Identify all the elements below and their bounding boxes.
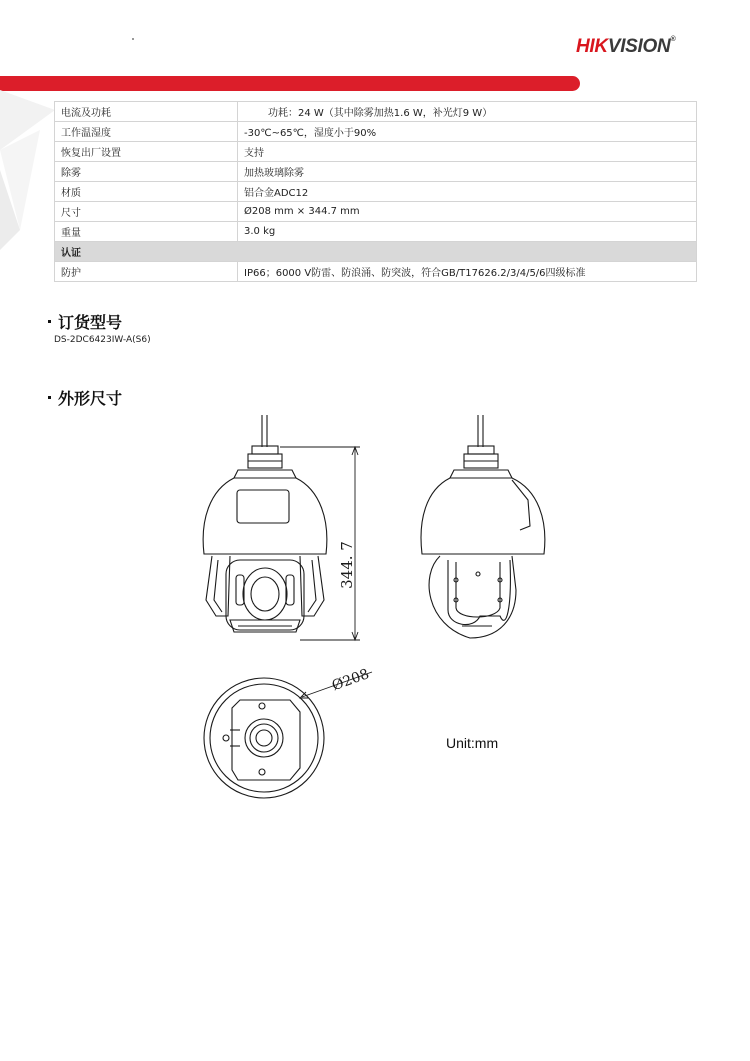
spec-value: IP66；6000 V防雷、防浪涌、防突波，符合GB/T17626.2/3/4/5/6四级标准: [238, 262, 697, 282]
ordering-heading: 订货型号: [48, 310, 122, 333]
spec-key: 防护: [55, 262, 238, 282]
spec-value: 3.0 kg: [238, 222, 697, 242]
spec-value: 支持: [238, 142, 697, 162]
side-view-camera: [421, 415, 545, 638]
hikvision-logo: HIKVISION®: [576, 36, 676, 57]
spec-key: 电流及功耗: [55, 102, 238, 122]
diameter-dimension-label: Ø208: [329, 666, 372, 695]
spec-value: 铝合金ADC12: [238, 182, 697, 202]
model-number: DS-2DC6423IW-A(S6): [54, 335, 151, 345]
spec-key: 恢复出厂设置: [55, 142, 238, 162]
spec-value: -30℃~65℃，湿度小于90%: [238, 122, 697, 142]
spec-key: 重量: [55, 222, 238, 242]
front-view-camera: [203, 415, 327, 632]
spec-value: 功耗：24 W（其中除雾加热1.6 W，补光灯9 W）: [238, 102, 697, 122]
spec-key: 工作温湿度: [55, 122, 238, 142]
spec-key: 除雾: [55, 162, 238, 182]
spec-value: 加热玻璃除雾: [238, 162, 697, 182]
spec-key: 尺寸: [55, 202, 238, 222]
dimensions-heading: 外形尺寸: [48, 386, 122, 409]
spec-key: 材质: [55, 182, 238, 202]
height-dimension-label: 344. 7: [338, 541, 356, 589]
spec-value: Ø208 mm × 344.7 mm: [238, 202, 697, 222]
unit-label: Unit:mm: [446, 735, 499, 751]
section-title: 认证: [55, 242, 697, 262]
